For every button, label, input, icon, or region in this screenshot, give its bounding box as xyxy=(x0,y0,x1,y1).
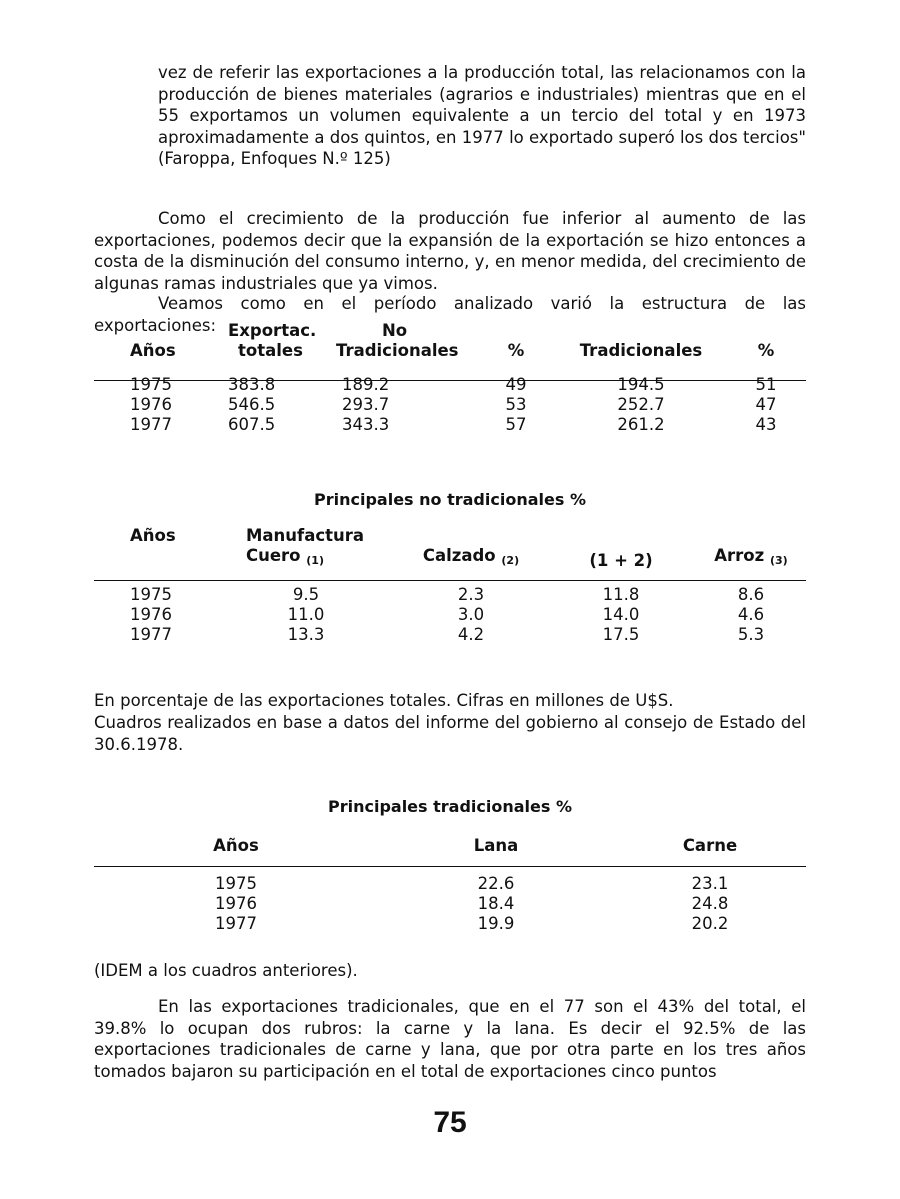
table-row xyxy=(94,585,806,605)
table2-header-leather: Cuero $_{(1)}$ xyxy=(246,546,324,567)
exports-structure-table xyxy=(94,321,806,435)
table-row xyxy=(94,625,806,645)
traditional-table xyxy=(94,836,806,934)
table-cell: 252.7 xyxy=(617,395,665,414)
note-idem: (IDEM a los cuadros anteriores). xyxy=(94,961,358,980)
table-row xyxy=(94,415,806,435)
table-cell: 343.3 xyxy=(342,415,390,434)
table-cell: 43 xyxy=(755,415,777,434)
table-cell: 1977 xyxy=(130,415,172,434)
page-number: 75 xyxy=(433,1106,467,1139)
note-sources: Cuadros realizados en base a datos del informe del gobierno al consejo de Estado del 30.6.1978. xyxy=(94,713,806,754)
table1-header-percent: % xyxy=(507,341,525,360)
table-cell: 261.2 xyxy=(617,415,665,434)
table-row xyxy=(94,914,806,934)
table-cell: 20.2 xyxy=(691,914,729,933)
table-row xyxy=(94,874,806,894)
table1-header-top xyxy=(726,321,806,341)
table-cell: 57 xyxy=(505,415,527,434)
table-cell: 1977 xyxy=(215,914,257,933)
table1-divider xyxy=(94,380,806,381)
table2-header-footwear: Calzado $_{(2)}$ xyxy=(422,546,520,567)
table3-caption: Principales tradicionales % xyxy=(327,797,573,816)
table-cell: 19.9 xyxy=(477,914,515,933)
table-cell: 49 xyxy=(505,375,527,394)
table-cell: 1975 xyxy=(215,874,257,893)
table2-divider xyxy=(94,580,806,581)
table-cell: 4.6 xyxy=(737,605,765,624)
table-row xyxy=(94,894,806,914)
table2-header-sum: (1 + 2) xyxy=(589,551,653,570)
table-cell: 607.5 xyxy=(228,415,276,434)
intro-paragraph: vez de referir las exportaciones a la producción total, las relacionamos con la producción de bienes materiales (agrarios e industriales) mientras que en el 55 exportamos un volumen equivalente a un tercio del total y en 1973 aproximadamente a dos quintos, en 1977 lo exportado superó los dos tercios" (Faroppa, Enfoques N.º 125) xyxy=(158,63,806,168)
footnote-ref: (2) xyxy=(501,554,520,567)
paragraph-production: Como el crecimiento de la producción fue inferior al aumento de las exportaciones, podemos decir que la expansión de la exportación se hizo entonces a costa de la disminución del consumo interno, y, en menor medida, del crecimiento de algunas ramas industriales que ya vimos. xyxy=(94,209,806,293)
paragraph-traditional: En las exportaciones tradicionales, que en el 77 son el 43% del total, el 39.8% lo ocupan dos rubros: la carne y la lana. Es decir el 92.5% de las exportaciones tradicionales de carne y lana, que por otra parte en los tres años tomados bajaron su participación en el total de exportaciones cinco puntos xyxy=(94,997,806,1081)
non-traditional-table xyxy=(94,526,806,645)
table2-header-years: Años xyxy=(130,526,176,545)
table-cell: 383.8 xyxy=(228,375,276,394)
table1-header-percent: % xyxy=(757,341,775,360)
footnote-ref: (1) xyxy=(306,554,324,567)
table3-divider xyxy=(94,866,806,867)
table-cell: 53 xyxy=(505,395,527,414)
footnote-ref: (3) xyxy=(770,554,788,567)
table-cell: 14.0 xyxy=(602,605,640,624)
table-row xyxy=(94,395,806,415)
table-cell: 47 xyxy=(755,395,777,414)
table3-header-wool: Lana xyxy=(473,836,519,855)
table2-header-rice: Arroz $_{(3)}$ xyxy=(714,546,788,567)
table-cell: 546.5 xyxy=(228,395,276,414)
table1-header-top xyxy=(476,321,556,341)
table-cell: 3.0 xyxy=(457,605,485,624)
table2-header-top: Manufactura xyxy=(246,526,365,545)
table1-header-years: Años xyxy=(130,341,176,360)
table1-header-top: Exportac. xyxy=(228,321,317,340)
table-cell: 17.5 xyxy=(602,625,640,644)
table-cell: 4.2 xyxy=(457,625,485,644)
table-cell: 1976 xyxy=(130,395,172,414)
table-cell: 18.4 xyxy=(477,894,515,913)
table3-header-meat: Carne xyxy=(682,836,738,855)
table1-header-top xyxy=(556,321,726,341)
table2-header-top xyxy=(396,526,546,546)
table1-header-traditional: Tradicionales xyxy=(579,341,703,360)
table-cell: 24.8 xyxy=(691,894,729,913)
paragraph-structure: Veamos como en el período analizado varió la estructura de las exportaciones: xyxy=(94,294,806,335)
table-cell: 8.6 xyxy=(737,585,765,604)
table-cell: 11.8 xyxy=(602,585,640,604)
table1-header-totals: totales xyxy=(238,341,303,360)
table2-caption: Principales no tradicionales % xyxy=(314,490,586,509)
note-percentages: En porcentaje de las exportaciones totales. Cifras en millones de U$S. xyxy=(94,691,674,710)
table-cell: 1975 xyxy=(130,585,172,604)
table-cell: 1977 xyxy=(130,625,172,644)
table-cell: 5.3 xyxy=(737,625,765,644)
table1-header-top xyxy=(94,321,216,341)
table-cell: 22.6 xyxy=(477,874,515,893)
table-row xyxy=(94,605,806,625)
table2-header-top xyxy=(546,526,696,546)
table-cell: 9.5 xyxy=(292,585,320,604)
table-cell: 13.3 xyxy=(287,625,325,644)
table-cell: 2.3 xyxy=(457,585,485,604)
table2-header-top xyxy=(696,526,806,546)
table-cell: 23.1 xyxy=(691,874,729,893)
table-cell: 194.5 xyxy=(617,375,665,394)
table-cell: 1975 xyxy=(130,375,172,394)
table-cell: 11.0 xyxy=(287,605,325,624)
table3-header-years: Años xyxy=(213,836,259,855)
table-cell: 1976 xyxy=(215,894,257,913)
table1-header-non-traditional: Tradicionales xyxy=(336,341,459,360)
table-cell: 293.7 xyxy=(342,395,390,414)
table-row xyxy=(94,375,806,395)
table-cell: 1976 xyxy=(130,605,172,624)
table-cell: 51 xyxy=(755,375,777,394)
table1-header-top: No xyxy=(382,321,408,340)
table-cell: 189.2 xyxy=(342,375,390,394)
